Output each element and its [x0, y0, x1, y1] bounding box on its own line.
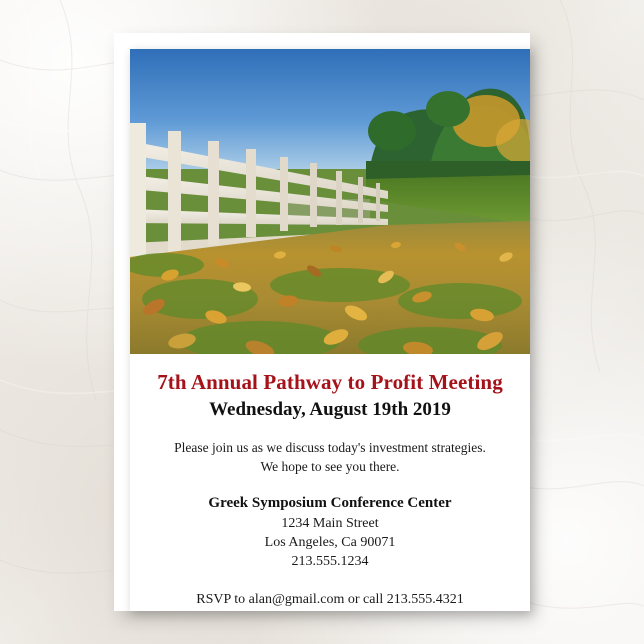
invitation-message — [156, 438, 504, 476]
address-line-2: Los Angeles, Ca 90071 — [264, 535, 396, 551]
rsvp-line: RSVP to alan@gmail.com or call 213.555.4321 — [196, 592, 464, 608]
invitation-card[interactable] — [130, 49, 530, 611]
address-line-1: 1234 Main Street — [281, 516, 379, 532]
event-date: Wednesday, August 19th 2019 — [209, 399, 451, 421]
event-title: 7th Annual Pathway to Profit Meeting — [157, 370, 503, 394]
autumn-fence-pathway-illustration — [130, 49, 530, 354]
venue-name: Greek Symposium Conference Center — [208, 495, 452, 512]
invitation-photo — [130, 49, 530, 354]
invitation-message-line-2: We hope to see you there. — [260, 459, 400, 475]
venue-address — [156, 514, 504, 571]
invitation-text-block — [130, 354, 530, 608]
venue-phone: 213.555.1234 — [291, 554, 369, 570]
invitation-message-line-1: Please join us as we discuss today's investment strategies. — [174, 439, 486, 455]
